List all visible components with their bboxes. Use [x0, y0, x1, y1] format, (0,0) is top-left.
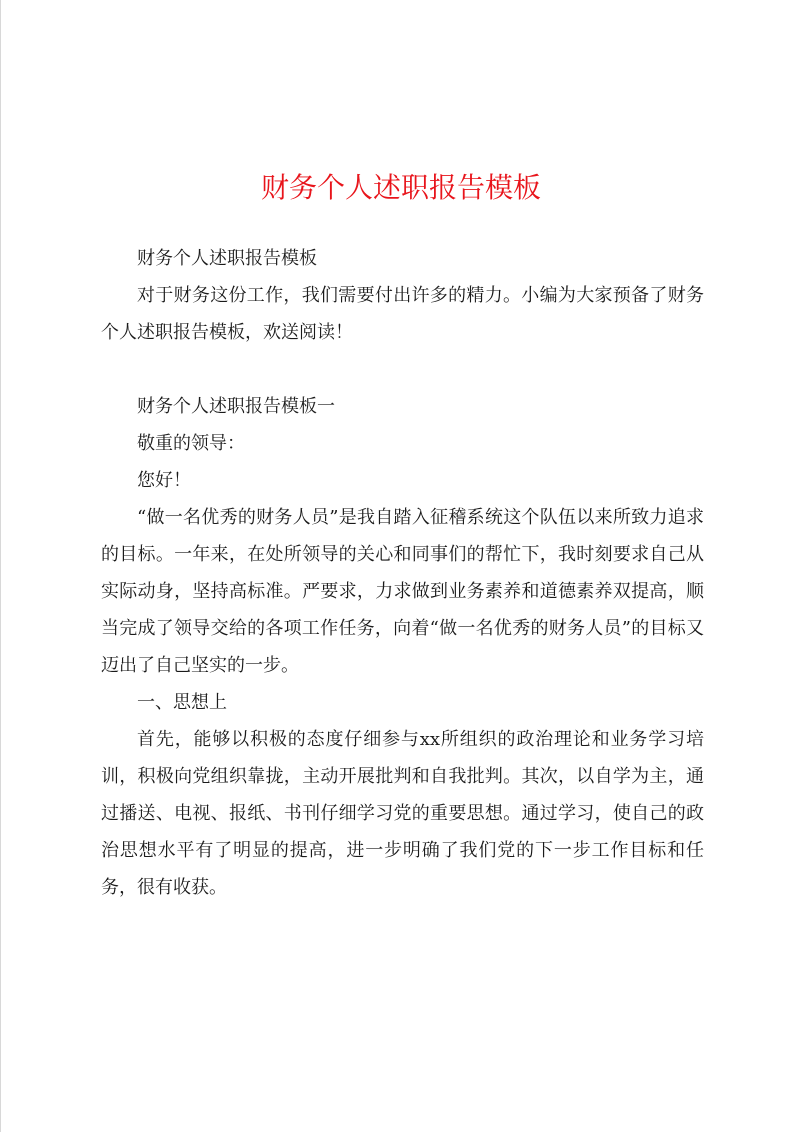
paragraph-heading: 财务个人述职报告模板	[137, 248, 317, 269]
document-body	[101, 240, 704, 906]
paragraph-body: 首先，能够以积极的态度仔细参与xx所组织的政治理论和业务学习培训，积极向党组织靠拢，主动开展批判和自我批判。其次，以自学为主，通过播送、电视、报纸、书刊仔细学习党的重要思想。通过学习，使自己的政治思想水平有了明显的提高，进一步明确了我们党的下一步工作目标和任务，很有收获。	[101, 729, 704, 898]
paragraph-body: “做一名优秀的财务人员”是我自踏入征稽系统这个队伍以来所致力追求的目标。一年来，在处所领导的关心和同事们的帮忙下，我时刻要求自己从实际动身，坚持高标准。严要求，力求做到业务素养和道德素养双提高，顺当完成了领导交给的各项工作任务，向着“做一名优秀的财务人员”的目标又迈出了自己坚实的一步。	[101, 507, 704, 676]
paragraph-greeting: 您好！	[137, 470, 191, 491]
document-title: 财务个人述职报告模板	[260, 171, 541, 204]
paragraph-salutation: 敬重的领导：	[137, 433, 245, 454]
paragraph-intro: 对于财务这份工作，我们需要付出许多的精力。小编为大家预备了财务个人述职报告模板，欢送阅读！	[101, 285, 704, 343]
paragraph-subheading: 一、思想上	[137, 692, 227, 713]
paragraph-section-title: 财务个人述职报告模板一	[137, 396, 335, 417]
